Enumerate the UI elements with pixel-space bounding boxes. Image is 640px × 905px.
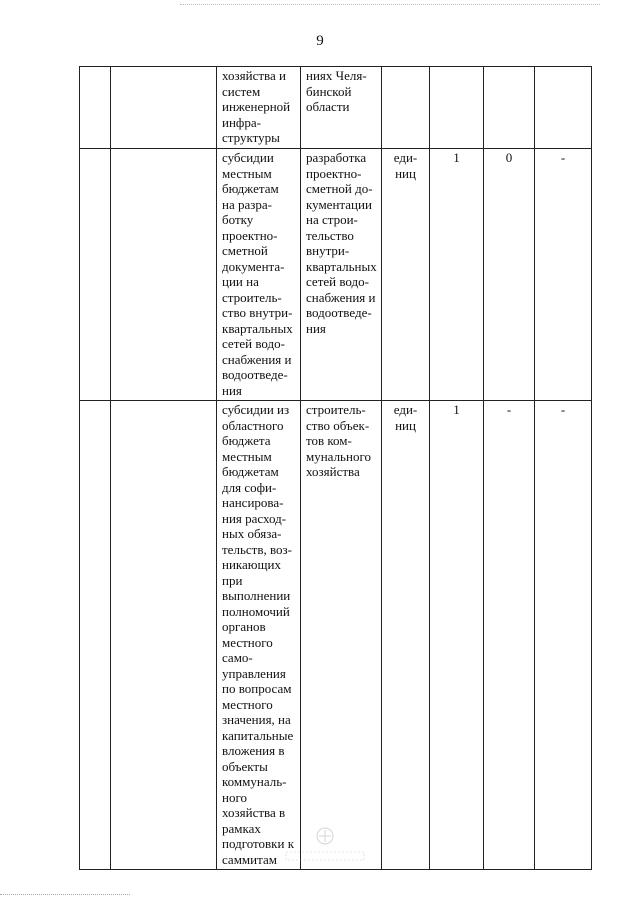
table-cell-value-3: - xyxy=(535,149,592,401)
table-cell-value-3: - xyxy=(535,401,592,870)
table-cell-col3: субсидии местным бюджетам на разра- ботку проектно- сметной документа- ции на строитель- ство внутри- квартальных сетей водо- снабжения и водоотведе- ния xyxy=(217,149,301,401)
table-cell-value-2: - xyxy=(484,401,535,870)
table-cell-col4: разработка проектно- сметной до- кументации на строи- тельство внутри- квартальных сетей водо- снабжения и водоотведе- ния xyxy=(301,149,382,401)
table-cell-col4: ниях Челя- бинской области xyxy=(301,67,382,149)
table-cell-col2 xyxy=(111,149,217,401)
table-cell-value-1 xyxy=(430,67,484,149)
scan-artifact-top xyxy=(180,4,600,8)
table-cell-col3: субсидии из областного бюджета местным бюджетам для софи- нансирова- ния расход- ных обяза- тельств, воз- никающих при выполнении полномочий органов местного само- управления по вопросам местного значения, на капитальные вложения в объекты коммуналь- ного хозяйства в рамках подготовки к саммитам xyxy=(217,401,301,870)
table-cell-col1 xyxy=(80,149,111,401)
table-row xyxy=(80,67,592,149)
table-cell-unit xyxy=(382,67,430,149)
page-number: 9 xyxy=(316,33,324,49)
table-cell-col3: хозяйства и систем инженерной инфра- структуры xyxy=(217,67,301,149)
faint-stamp-mark xyxy=(282,826,368,866)
data-table xyxy=(79,66,592,870)
table-cell-col4: строитель- ство объек- тов ком- мунального хозяйства xyxy=(301,401,382,870)
table-cell-value-2: 0 xyxy=(484,149,535,401)
table-cell-value-3 xyxy=(535,67,592,149)
table-cell-value-1: 1 xyxy=(430,401,484,870)
table-cell-col1 xyxy=(80,401,111,870)
table-cell-col1 xyxy=(80,67,111,149)
table-cell-col2 xyxy=(111,67,217,149)
table-row xyxy=(80,401,592,870)
table-cell-value-2 xyxy=(484,67,535,149)
table-cell-value-1: 1 xyxy=(430,149,484,401)
scan-artifact-bottom xyxy=(0,894,130,895)
table-cell-unit: еди- ниц xyxy=(382,401,430,870)
table-cell-col2 xyxy=(111,401,217,870)
table-row xyxy=(80,149,592,401)
table-cell-unit: еди- ниц xyxy=(382,149,430,401)
